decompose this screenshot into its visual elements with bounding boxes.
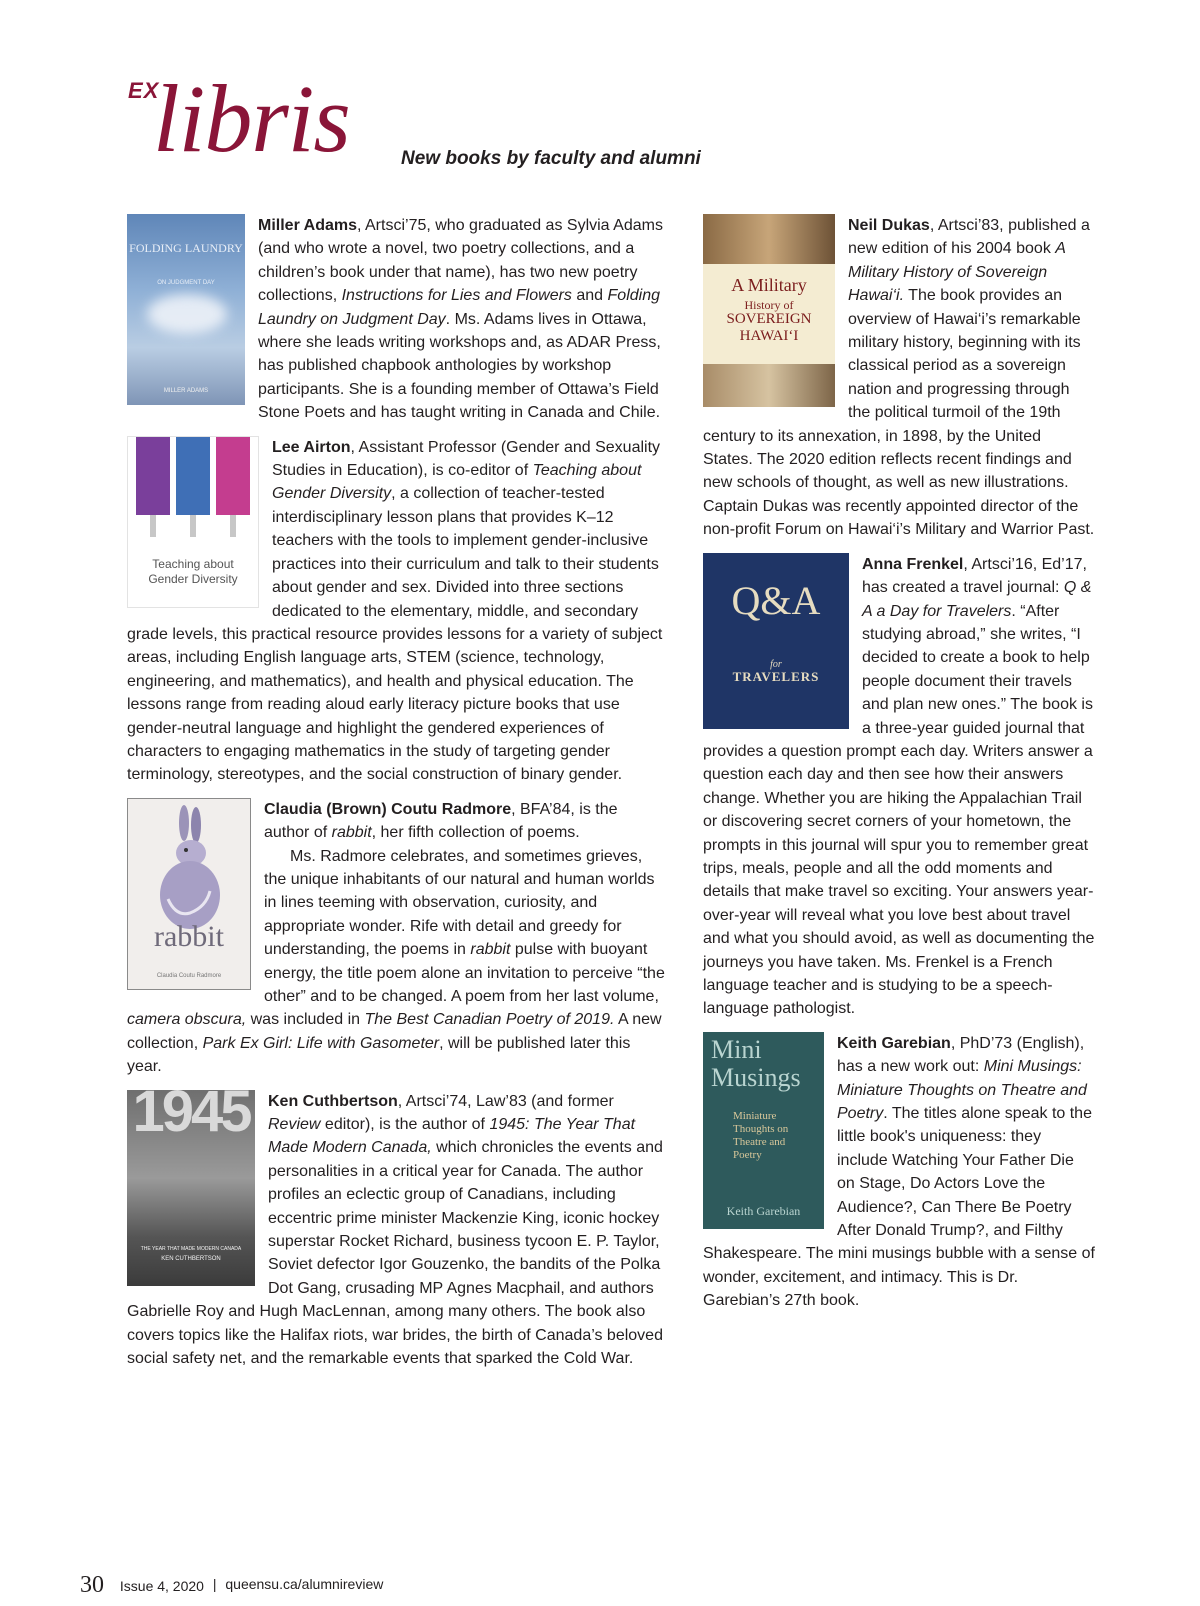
cover-author: MILLER ADAMS — [163, 388, 209, 394]
book-cover-folding-laundry — [127, 214, 245, 405]
text-run: . Ms. Adams lives in Ottawa, where she leads writing workshops and, as ADAR Press, has published chapbook anthologies by workshop participants. She is a founding member of Ottawa’s Field Stone Poets and has taught writing in Canada and Chile. — [258, 310, 661, 422]
cover-title: FOLDING LAUNDRY — [129, 241, 243, 255]
page-number: 30 — [80, 1572, 104, 1598]
italic-title: Teaching about Gender Diversity — [272, 462, 642, 503]
footer-separator: | — [212, 1576, 217, 1593]
cover-author: Claudia Coutu Radmore — [156, 972, 222, 979]
masthead-subtitle: New books by faculty and alumni — [401, 148, 701, 169]
book-cover-mini-musings — [703, 1032, 824, 1229]
italic-title: Mini Musings: Miniature Thoughts on Theatre and Poetry — [837, 1058, 1087, 1123]
text-run: pulse with buoyant energy, the title poem alone an invitation to perceive “the other” and to be changed. A poem from her last volume, — [264, 941, 665, 1005]
cover-title: 1945 — [132, 1089, 250, 1144]
text-run: , a collection of teacher-tested interdisciplinary lesson plans that provides K–12 teachers with the tools to implement gender-inclusive practices into their curriculum and talk to their students about gender and sex. Divided into three sections dedicated to the elementary, middle, and secondary grade levels, this practical resource provides lessons for a variety of subject areas, including English language arts, STEM (science, technology, engineering, and mathematics), and health and physical education. The lessons range from reading aloud early literacy picture books that use gender-neutral language and highlight the gendered experiences of characters to engaging mathematics in the study of targeting gender terminology, stereotypes, and the social construction of binary gender. — [127, 485, 663, 784]
entry-radmore — [127, 798, 665, 1079]
author-name: Ken Cuthbertson — [268, 1092, 398, 1110]
book-cover-paint-rollers — [127, 436, 259, 608]
cover-title-line3: HAWAI‘I — [739, 328, 799, 344]
italic-title: camera obscura, — [127, 1011, 247, 1029]
text-run: and — [571, 287, 608, 305]
text-run: , her fifth collection of poems. — [371, 824, 580, 842]
entry-cuthbertson — [127, 1090, 665, 1371]
italic-title: The Best Canadian Poetry of 2019. — [364, 1011, 615, 1029]
italic-title: Instructions for Lies and Flowers — [341, 287, 572, 305]
issue-label: Issue 4, 2020 — [119, 1577, 204, 1594]
cover-title: Mini — [711, 1034, 762, 1064]
italic-title: rabbit — [470, 941, 511, 959]
cover-author: Keith Garebian — [726, 1203, 801, 1218]
author-name: Neil Dukas — [848, 217, 930, 234]
text-run: , PhD’73 (English), has a new work out: — [837, 1034, 1085, 1076]
cover-subtitle: Gender Diversity — [148, 571, 238, 586]
text-run: , Artsci’83, published a new edition of his 2004 book — [848, 217, 1090, 258]
text-run: , BFA’84, is the author of — [264, 800, 618, 842]
masthead-title: libris — [153, 65, 350, 172]
right-column — [703, 214, 1095, 1324]
text-run: Ms. Radmore celebrates, and sometimes grieves, the unique inhabitants of our natural and human worlds in lines teeming with observation, curiosity, and appropriate wonder. Rife with detail and greedy for understanding, the poems in — [264, 847, 655, 959]
text-run: editor), is the author of — [320, 1116, 490, 1134]
author-name: Miller Adams — [258, 217, 357, 234]
masthead — [125, 65, 745, 190]
text-run: The book provides an overview of Hawai‘i’s remarkable military history, beginning with its classical period as a sovereign nation and progressing through the political turmoil of the 19th century to its annexation, in 1898, by the United States. The 2020 edition reflects recent findings and new schools of thought, as well as new illustrations. Captain Dukas was recently appointed director of the non-profit Forum on Hawai‘i’s Military and Warrior Past. — [703, 287, 1095, 539]
cover-subtitle: TRAVELERS — [732, 668, 820, 684]
italic-title: 1945: The Year That Made Modern Canada, — [268, 1116, 636, 1157]
author-name: Anna Frenkel — [862, 555, 964, 573]
text-run: which chronicles the events and personalities in a critical year for Canada. The author profiles an eclectic group of Canadians, including eccentric prime minister Mackenzie King, iconic hockey superstar Rocket Richard, business tycoon E. P. Taylor, Soviet defector Igor Gouzenko, the bandits of the Polka Dot Gang, crusading MP Agnes Macphail, and authors Gabrielle Roy and Hugh MacLennan, among many others. The book also covers topics like the Halifax riots, war brides, the birth of Canada’s beloved social safety net, and the remarkable events that sparked the Cold War. — [127, 1139, 663, 1368]
book-cover-1945 — [127, 1090, 255, 1286]
cover-subtitle: THE YEAR THAT MADE MODERN CANADA — [140, 1245, 242, 1252]
cover-title: rabbit — [154, 919, 224, 953]
cover-title-line2: SOVEREIGN — [726, 311, 812, 327]
cover-title: Q&A — [731, 577, 821, 623]
entry-garebian — [703, 1032, 1095, 1313]
entry-dukas — [703, 214, 1095, 542]
masthead-ex: EX — [128, 78, 160, 103]
italic-title: A Military History of Sovereign Hawai‘i. — [848, 240, 1066, 305]
italic-title: rabbit — [331, 824, 372, 842]
text-run: . The titles alone speak to the little book's uniqueness: they include Watching Your Father Die on Stage, Do Actors Love the Audience?, Can There Be Poetry After Donald Trump?, and Filthy Shakespeare. The mini musings bubble with a sense of wonder, excitement, and intimacy. This is Dr. Garebian’s 27th book. — [703, 1105, 1095, 1310]
text-run: , will be published later this year. — [127, 1034, 631, 1076]
text-run: was included in — [246, 1011, 365, 1029]
cover-title-line2: Musings — [711, 1062, 801, 1092]
italic-title: Park Ex Girl: Life with Gasometer — [202, 1034, 440, 1052]
footer-url[interactable]: queensu.ca/alumnireview — [225, 1576, 384, 1593]
text-run: . “After studying abroad,” she writes, “I decided to create a book to help people document their travels and plan new ones.” The book is a three-year guided journal that provides a question prompt each day. Writers answer a question each day and then see how their answers change. Whether you are hiking the Appalachian Trail or discovering secret corners of your hometown, the prompts in this journal will spur you to remember great trips, meals, people and all the odd moments and details that make travel so exciting. Your answers year-over-year will reveal what you love best about travel and what you should avoid, as well as documenting the journeys you have taken. Ms. Frenkel is a French language teacher and is studying to be a speech-language pathologist. — [703, 602, 1095, 1018]
left-column — [127, 214, 665, 1382]
author-name: Keith Garebian — [837, 1034, 951, 1052]
book-cover-qa-travelers — [703, 553, 849, 729]
cover-subtitle: Miniature Thoughts on Theatre and Poetry — [733, 1109, 789, 1161]
cover-title: A Military — [731, 275, 807, 295]
cover-author: KEN CUTHBERTSON — [161, 1255, 221, 1262]
cover-subtitle: History of — [744, 298, 794, 312]
entry-airton — [127, 436, 665, 787]
cover-small: for — [770, 658, 782, 670]
cover-subtitle: ON JUDGMENT DAY — [157, 280, 215, 286]
author-name: Claudia (Brown) Coutu Radmore — [264, 800, 512, 818]
italic-title: Q & A a Day for Travelers — [862, 579, 1092, 620]
text-run: A new collection, — [127, 1011, 662, 1052]
book-cover-military-history — [703, 214, 835, 407]
text-run: , Assistant Professor (Gender and Sexuality Studies in Education), is co-editor of — [272, 438, 661, 480]
book-cover-rabbit — [127, 798, 251, 990]
entry-frenkel — [703, 553, 1095, 1021]
entry-adams — [127, 214, 665, 425]
italic-title: Folding Laundry on Judgment Day — [258, 287, 660, 328]
cover-title: Teaching about — [152, 556, 234, 571]
text-run: , Artsci’74, Law’83 (and former — [397, 1092, 614, 1110]
italic-title: Review — [268, 1116, 321, 1134]
text-run: , Artsci’16, Ed’17, has created a travel journal: — [862, 555, 1087, 597]
text-run: , Artsci’75, who graduated as Sylvia Adams (and who wrote a novel, two poetry collections, and a children’s book under that name), has two new poetry collections, — [258, 217, 663, 305]
author-name: Lee Airton — [272, 438, 351, 456]
page-footer — [80, 1572, 383, 1599]
